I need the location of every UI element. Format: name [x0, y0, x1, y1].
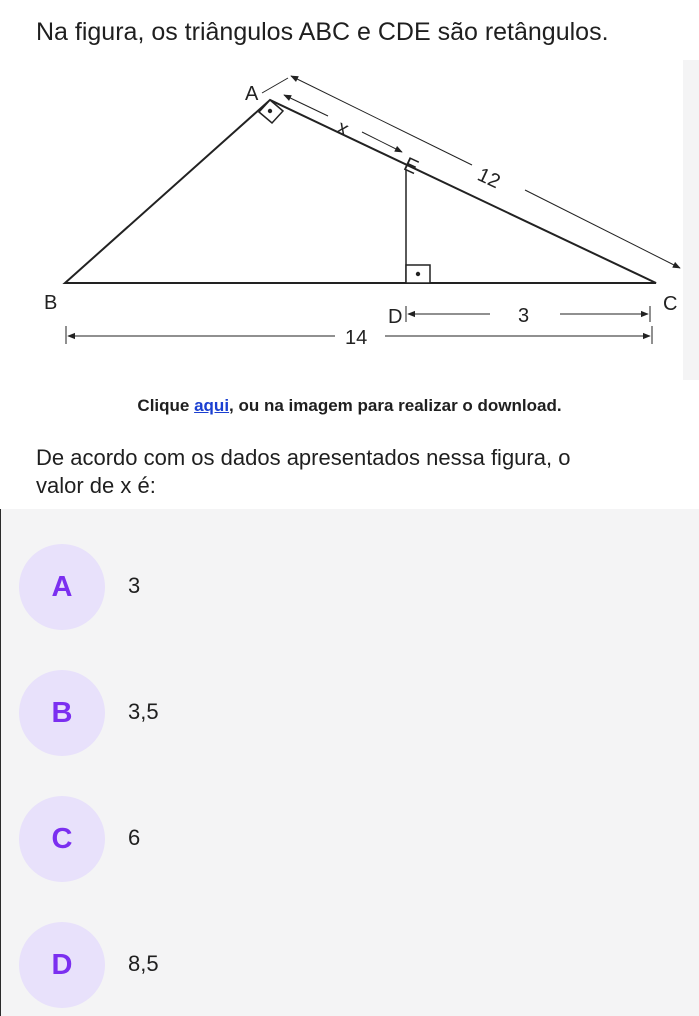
- right-angle-d-dot: [416, 272, 420, 276]
- option-letter-badge: B: [19, 670, 105, 756]
- triangle-abc: [65, 100, 656, 283]
- extension-a: [262, 78, 288, 93]
- download-caption: [0, 396, 699, 416]
- label-x: x: [333, 116, 352, 141]
- label-12: 12: [474, 163, 504, 194]
- option-letter-badge: D: [19, 922, 105, 1008]
- dimension-x-left: [284, 95, 328, 116]
- label-14: 14: [345, 327, 368, 349]
- label-b: B: [44, 292, 58, 314]
- label-d: D: [388, 306, 403, 328]
- option-c[interactable]: [0, 794, 699, 884]
- figure-edge-strip: [683, 60, 699, 380]
- caption-before: Clique: [137, 396, 195, 415]
- label-e: E: [400, 153, 422, 180]
- caption-after: , ou na imagem para realizar o download.: [229, 396, 562, 415]
- option-text: 8,5: [128, 951, 159, 976]
- question-statement: Na figura, os triângulos ABC e CDE são retângulos.: [36, 18, 609, 46]
- dimension-12-left: [291, 76, 472, 165]
- option-letter-badge: A: [19, 544, 105, 630]
- label-a: A: [245, 83, 259, 105]
- dimension-x-right: [362, 132, 402, 152]
- option-text: 6: [128, 825, 141, 850]
- option-d[interactable]: [0, 920, 699, 1010]
- download-link[interactable]: aqui: [194, 396, 230, 415]
- label-3: 3: [518, 305, 530, 327]
- option-text: 3,5: [128, 699, 159, 724]
- triangle-figure[interactable]: [0, 60, 699, 380]
- right-angle-a-dot: [268, 109, 272, 113]
- label-c: C: [663, 293, 678, 315]
- option-a[interactable]: [0, 542, 699, 632]
- option-text: 3: [128, 573, 141, 598]
- dimension-12-right: [525, 190, 680, 268]
- option-letter-badge: C: [19, 796, 105, 882]
- option-b[interactable]: [0, 668, 699, 758]
- question-prompt: De acordo com os dados apresentados nessa figura, o valor de x é:: [36, 445, 571, 498]
